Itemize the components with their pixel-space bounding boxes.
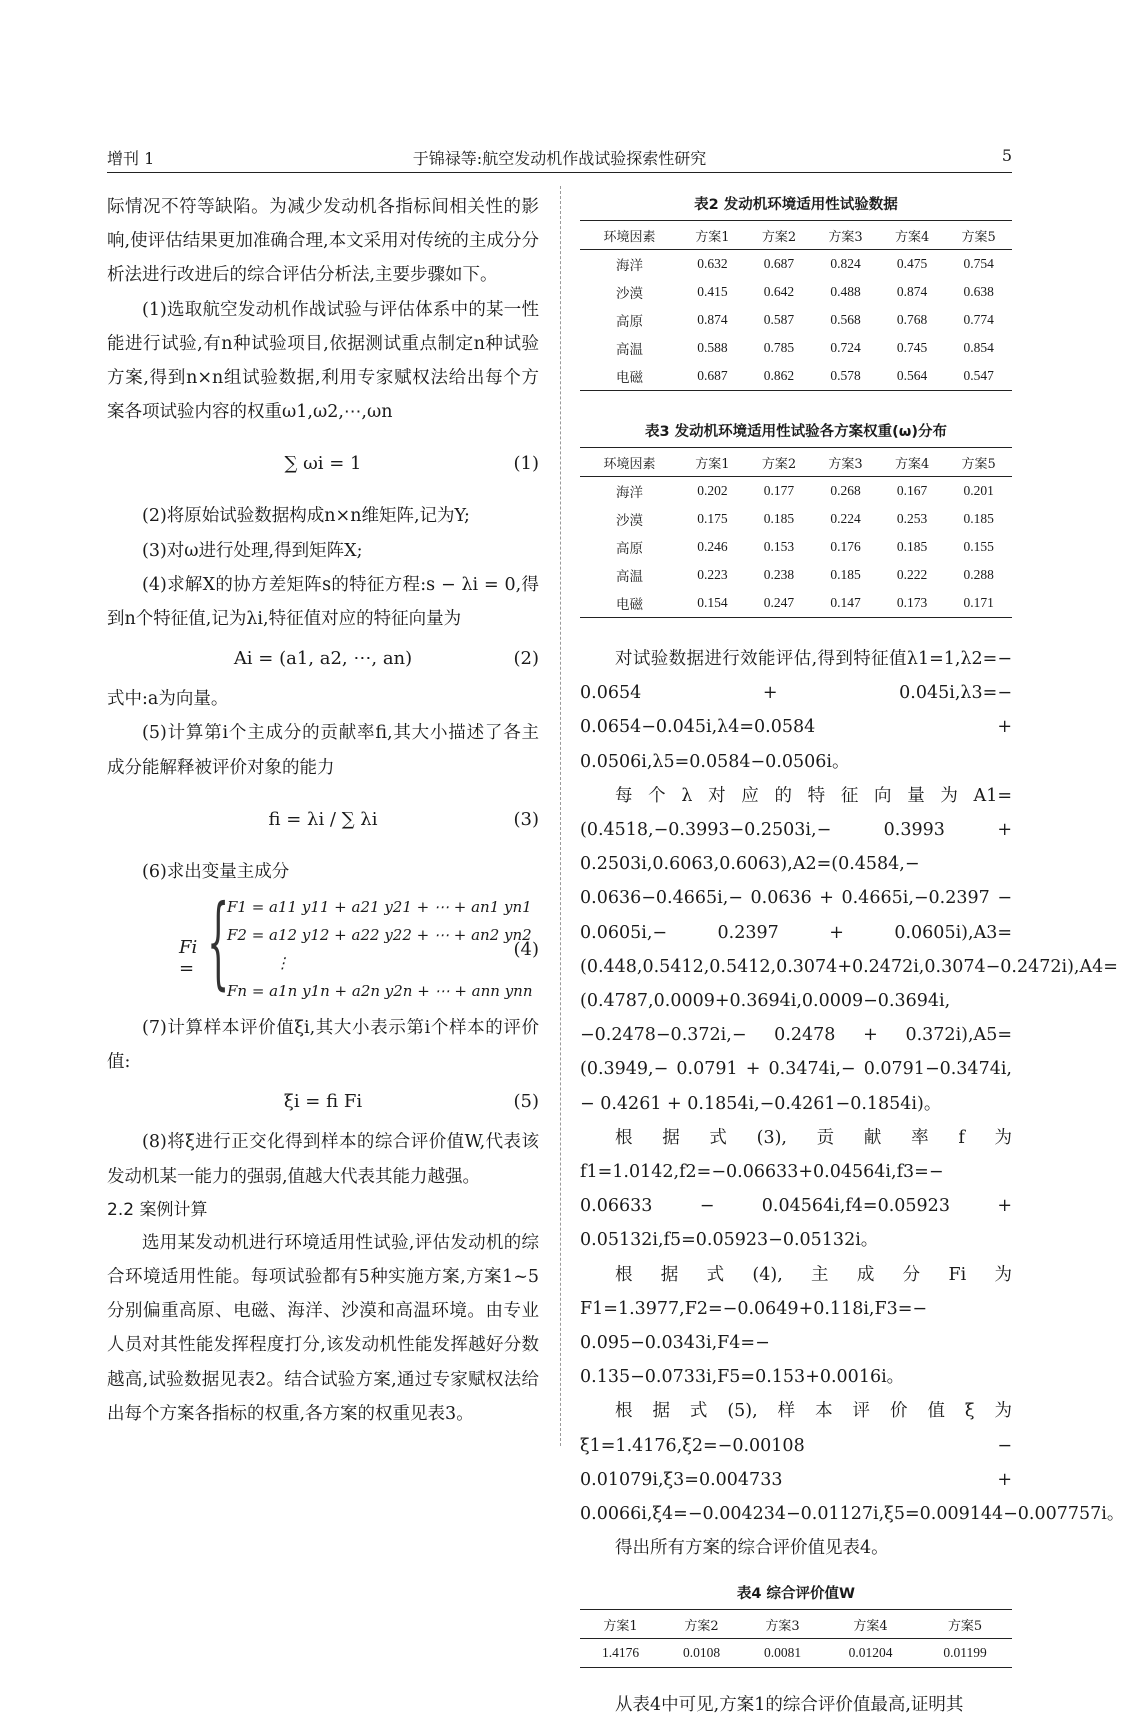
- step-5: (5)计算第i个主成分的贡献率fi,其大小描述了各主成分能解释被评价对象的能力: [107, 723, 539, 778]
- table-cell: 0.268: [830, 483, 861, 498]
- equation-3-number: (3): [513, 808, 539, 830]
- table-cell: 0.222: [896, 567, 928, 582]
- equation-4-row: Fn = a1n y1n + a2n y2n + ⋯ + ann ynn: [227, 982, 533, 1001]
- table-header-cell: 方案5: [961, 456, 996, 472]
- table-cell: 0.547: [963, 368, 994, 383]
- intro-paragraph: 际情况不符等缺陷。为减少发动机各指标间相关性的影响,使评估结果更加准确合理,本文采用对传统的主成分分析法进行改进后的综合评估分析法,主要步骤如下。: [107, 197, 539, 286]
- table-header-cell: 方案5: [961, 229, 996, 245]
- table-cell: 0.754: [963, 256, 994, 271]
- table-cell: 0.415: [697, 284, 728, 299]
- table-cell: 0.01204: [848, 1645, 893, 1661]
- table-cell: 沙漠: [616, 513, 644, 528]
- table-header-cell: 方案1: [695, 456, 730, 472]
- table-cell: 0.176: [830, 539, 861, 554]
- equation-2-number: (2): [513, 648, 539, 670]
- table-cell: 1.4176: [601, 1645, 640, 1661]
- header-rule: [107, 172, 1012, 173]
- table-row: [580, 561, 1012, 589]
- table-row: [580, 306, 1012, 334]
- table-cell: 0.155: [963, 539, 994, 554]
- step-1: (1)选取航空发动机作战试验与评估体系中的某一性能进行试验,有n种试验项目,依据测试重点制定n种试验方案,得到n×n组试验数据,利用专家赋权法给出每个方案各项试验内容的权重ω1,ω2,⋯,ωn: [107, 299, 539, 423]
- table-row: [580, 278, 1012, 306]
- table-cell: 0.177: [763, 483, 795, 498]
- table-4-caption: 表4 综合评价值W: [736, 1586, 856, 1603]
- running-header: [107, 146, 1012, 172]
- table-cell: 0.587: [763, 312, 795, 327]
- principal-component-paragraph: 根据式(4),主成分Fi为F1=1.3977,F2=−0.0649+0.118i,F3=− 0.095−0.0343i,F4=− 0.135−0.0733i,F5=0.153+0.0016i。: [580, 1264, 1012, 1388]
- column-divider: [560, 186, 561, 1446]
- table-header-cell: 方案3: [828, 229, 863, 245]
- equation-5: [107, 1079, 539, 1125]
- case-paragraph: 选用某发动机进行环境适用性试验,评估发动机的综合环境适用性能。每项试验都有5种实施方案,方案1~5分别偏重高原、电磁、海洋、沙漠和高温环境。由专业人员对其性能发挥程度打分,该发动机性能发挥越好分数越高,试验数据见表2。结合试验方案,通过专家赋权法给出每个方案各指标的权重,各方案的权重见表3。: [107, 1232, 539, 1424]
- table-header-cell: 方案4: [894, 456, 930, 472]
- equation-1-number: (1): [513, 453, 539, 475]
- table-row: [580, 1639, 1012, 1668]
- table-cell: 0.175: [697, 511, 728, 526]
- table-cell: 0.774: [963, 312, 994, 327]
- equation-2: [107, 636, 539, 682]
- table-row: [580, 362, 1012, 391]
- table-cell: 0.568: [830, 312, 861, 327]
- table-cell: 0.154: [697, 595, 728, 610]
- table-cell: 0.202: [697, 483, 728, 498]
- table-cell: 高原: [616, 314, 644, 329]
- table-cell: 海洋: [616, 485, 644, 500]
- table-cell: 0.475: [896, 256, 928, 271]
- table-cell: 0.238: [763, 567, 795, 582]
- table-header-cell: 环境因素: [603, 229, 656, 245]
- table-row: [580, 250, 1012, 279]
- table-header-cell: 方案2: [684, 1618, 719, 1634]
- table-cell: 高温: [616, 569, 644, 584]
- table-cell: 0.745: [896, 340, 928, 355]
- step-2: (2)将原始试验数据构成n×n维矩阵,记为Y;: [142, 506, 470, 527]
- table-cell: 沙漠: [616, 286, 644, 301]
- table-2: [580, 220, 1012, 391]
- step-4: (4)求解X的协方差矩阵s的特征方程:s − λi = 0,得到n个特征值,记为λi,特征值对应的特征向量为: [107, 574, 539, 630]
- table-header-cell: 方案1: [603, 1618, 638, 1634]
- table-cell: 0.167: [896, 483, 928, 498]
- table-cell: 0.724: [830, 340, 861, 355]
- table-cell: 0.564: [896, 368, 928, 383]
- table-cell: 0.247: [763, 595, 795, 610]
- table-cell: 0.768: [896, 312, 928, 327]
- conclusion-paragraph: 从表4中可见,方案1的综合评价值最高,证明其: [615, 1695, 964, 1716]
- running-title: 于锦禄等:航空发动机作战试验探索性研究: [412, 149, 707, 168]
- table-cell: 0.874: [896, 284, 928, 299]
- step-3: (3)对ω进行处理,得到矩阵X;: [142, 540, 363, 561]
- eigenvalue-paragraph: 对试验数据进行效能评估,得到特征值λ1=1,λ2=− 0.0654 + 0.045i,λ3=− 0.0654−0.045i,λ4=0.0584 + 0.0506i,λ5=0.0584−0.0506i。: [580, 649, 1012, 772]
- table-cell: 0.253: [896, 511, 928, 526]
- table-cell: 0.185: [830, 567, 861, 582]
- page-number: 5: [1001, 146, 1012, 165]
- table-header-cell: 方案2: [761, 456, 797, 472]
- equation-4-row: F1 = a11 y11 + a21 y21 + ⋯ + an1 yn1: [227, 898, 532, 917]
- equation-4-number: (4): [513, 939, 539, 961]
- table-cell: 0.687: [697, 368, 728, 383]
- table-row: [580, 505, 1012, 533]
- table-header-cell: 方案3: [828, 456, 863, 472]
- table-cell: 高原: [616, 541, 644, 556]
- table-cell: 0.0081: [763, 1645, 802, 1661]
- table-cell: 0.824: [830, 256, 861, 271]
- table-cell: 海洋: [616, 258, 644, 273]
- table-row: [580, 477, 1012, 506]
- left-column: [107, 190, 539, 1431]
- table-cell: 0.153: [763, 539, 795, 554]
- eigenvector-paragraph: 每个λ对应的特征向量为A1=(0.4518,−0.3993−0.2503i,− 0.3993 + 0.2503i,0.6063,0.6063),A2=(0.4584,− 0.0636−0.4665i,− 0.0636 + 0.4665i,−0.2397 − 0.0605i,− 0.2397 + 0.0605i),A3=(0.448,0.5412,0.5412,0.3074+0.2472i,0.3074−0.2472i),A4=(0.4787,0.0009+0.3694i,0.0009−0.3694i, −0.2478−0.372i,− 0.2478 + 0.372i),A5=(0.3949,− 0.0791 + 0.3474i,− 0.0791−0.3474i, − 0.4261 + 0.1854i,−0.4261−0.1854i)。: [580, 785, 1118, 1114]
- table-3: [580, 447, 1012, 618]
- table-cell: 0.785: [763, 340, 795, 355]
- table-cell: 0.224: [830, 511, 861, 526]
- equation-4-lhs: Fi =: [179, 937, 198, 980]
- table-row: [580, 334, 1012, 362]
- table-header-cell: 方案3: [765, 1618, 800, 1634]
- table-row: [580, 589, 1012, 618]
- table-cell: 电磁: [616, 370, 644, 385]
- table-header-cell: 方案4: [894, 229, 930, 245]
- table-header-cell: 方案1: [695, 229, 730, 245]
- equation-2-note: 式中:a为向量。: [107, 689, 229, 710]
- table-cell: 0.642: [763, 284, 795, 299]
- table-cell: 0.147: [830, 595, 861, 610]
- table-cell: 0.01199: [943, 1645, 987, 1661]
- table-header-cell: 方案2: [761, 229, 797, 245]
- table-header-cell: 方案5: [947, 1618, 983, 1634]
- equation-3-body: fi = λi / ∑ λi: [268, 808, 378, 830]
- table-cell: 0.874: [697, 312, 728, 327]
- table-cell: 0.185: [963, 511, 994, 526]
- equation-2-body: Ai = (a1, a2, ⋯, an): [233, 648, 413, 670]
- table-header-cell: 方案4: [853, 1618, 888, 1634]
- table-cell: 0.173: [896, 595, 928, 610]
- equation-4-row: ⋮: [275, 954, 290, 973]
- table-cell: 高温: [616, 342, 644, 357]
- table-cell: 0.0108: [682, 1645, 721, 1661]
- table-cell: 0.201: [963, 483, 994, 498]
- contribution-paragraph: 根据式(3),贡献率f为f1=1.0142,f2=−0.06633+0.04564i,f3=− 0.06633 − 0.04564i,f4=0.05923 + 0.05132i,f5=0.05923−0.05132i。: [580, 1127, 1012, 1251]
- table-cell: 0.687: [763, 256, 795, 271]
- step-7: (7)计算样本评价值ξi,其大小表示第i个样本的评价值:: [107, 1018, 539, 1073]
- sample-evaluation-paragraph: 根据式(5),样本评价值ξ为ξ1=1.4176,ξ2=−0.00108 − 0.01079i,ξ3=0.004733 + 0.0066i,ξ4=−0.004234−0.01127i,ξ5=0.009144−0.007757i。: [580, 1401, 1125, 1525]
- right-column: [580, 190, 1125, 1723]
- table-cell: 电磁: [616, 597, 644, 612]
- journal-issue: 增刊 1: [107, 149, 155, 168]
- equation-4: [107, 883, 539, 1011]
- equation-3: [107, 785, 539, 855]
- table-cell: 0.588: [697, 340, 728, 355]
- table-cell: 0.185: [896, 539, 928, 554]
- table-3-caption: 表3 发动机环境适用性试验各方案权重(ω)分布: [645, 424, 947, 440]
- table-cell: 0.578: [830, 368, 861, 383]
- table-cell: 0.223: [697, 567, 728, 582]
- equation-5-body: ξi = fi Fi: [283, 1091, 363, 1113]
- table-header-cell: 环境因素: [603, 456, 656, 472]
- equation-1-body: ∑ ωi = 1: [284, 453, 362, 475]
- table-cell: 0.488: [830, 284, 861, 299]
- table-4-reference: 得出所有方案的综合评价值见表4。: [615, 1538, 889, 1559]
- step-8: (8)将ξ进行正交化得到样本的综合评价值W,代表该发动机某一能力的强弱,值越大代表其能力越强。: [107, 1132, 539, 1187]
- equation-5-number: (5): [513, 1091, 539, 1113]
- table-4: [580, 1609, 1012, 1668]
- table-cell: 0.632: [697, 256, 728, 271]
- table-2-caption: 表2 发动机环境适用性试验数据: [694, 197, 898, 213]
- table-cell: 0.288: [963, 567, 994, 582]
- table-cell: 0.854: [963, 340, 994, 355]
- table-cell: 0.862: [763, 368, 795, 383]
- left-brace: {: [207, 883, 230, 1001]
- table-cell: 0.246: [697, 539, 728, 554]
- step-6: (6)求出变量主成分: [142, 861, 290, 882]
- table-row: [580, 533, 1012, 561]
- table-cell: 0.185: [763, 511, 795, 526]
- equation-4-row: F2 = a12 y12 + a22 y22 + ⋯ + an2 yn2: [227, 926, 532, 945]
- table-cell: 0.638: [963, 284, 994, 299]
- section-heading: 2.2 案例计算: [107, 1199, 208, 1220]
- equation-1: [107, 429, 539, 499]
- table-cell: 0.171: [963, 595, 994, 610]
